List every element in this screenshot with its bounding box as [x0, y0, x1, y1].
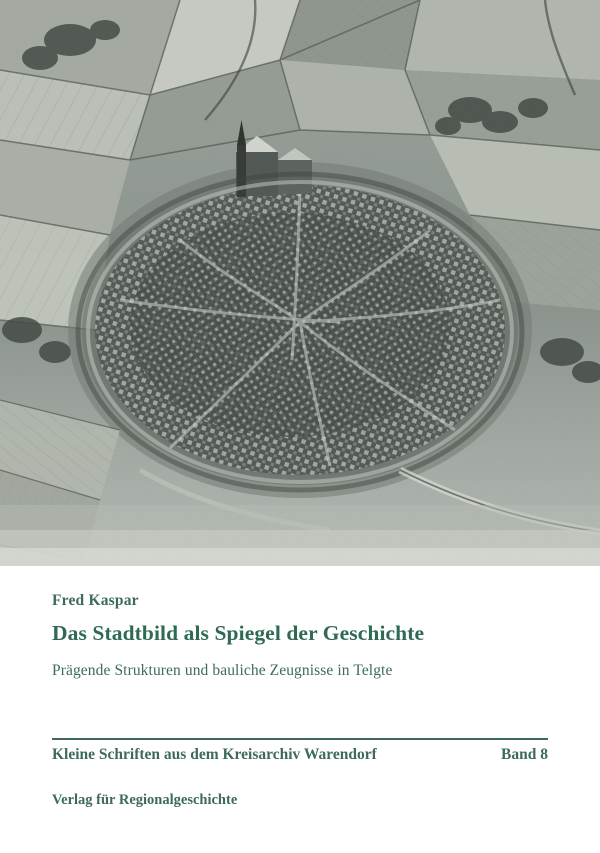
series-divider [52, 738, 548, 740]
series-title: Kleine Schriften aus dem Kreisarchiv Warendorf [52, 746, 377, 763]
publisher-name: Verlag für Regionalgeschichte [52, 792, 238, 808]
author-name: Fred Kaspar [52, 592, 139, 609]
book-title: Das Stadtbild als Spiegel der Geschichte [52, 621, 425, 645]
series-volume: Band 8 [501, 746, 548, 763]
book-subtitle: Prägende Strukturen und bauliche Zeugnisse in Telgte [52, 662, 393, 679]
cover-text-area [0, 566, 600, 853]
